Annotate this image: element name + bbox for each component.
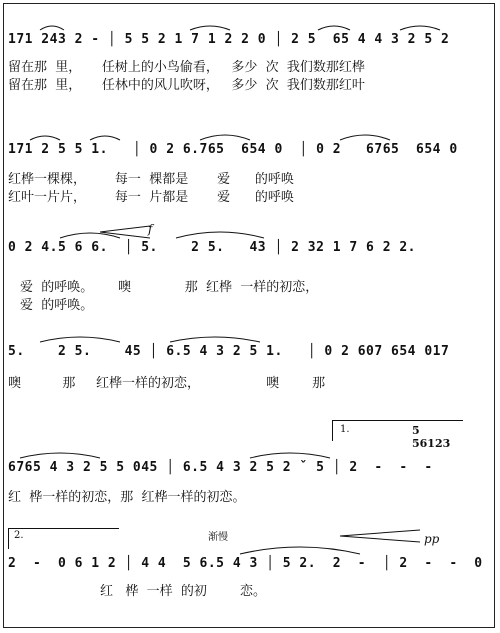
line5-lyric1: 红 桦一样的初恋，那 红桦一样的初恋。 [8,490,246,505]
line1-lyric2: 留在那 里， 任林中的风儿吹呀， 多少 次 我们数那红叶 [8,78,365,93]
line1-lyric1: 留在那 里， 任树上的小鸟偷看， 多少 次 我们数那红桦 [8,60,365,75]
line3-notes: 0 2 4.5 6 6. │ 5. 2 5. 43 │ 2 32 1 7 6 2 2. [8,240,417,255]
slur [250,453,330,458]
line2-notes: 171 2 5 5 1. │ 0 2 6.765 654 0 │ 0 2 6765 654 0 [8,142,458,157]
slur [40,26,64,30]
line3-lyric2: 爱 的呼唤。 [20,298,94,313]
line5-notes: 6765 4 3 2 5 5 045 │ 6.5 4 3 2 5 2 ˇ 5 │ 2 - - - [8,460,433,475]
slur [318,26,350,30]
line6-notes: 2 - 0 6 1 2 │ 4 4 5 6.5 4 3 │ 5 2. 2 - │ 2 - - 0 [8,556,483,571]
tail-notes: 5 56123 [412,424,451,450]
decrescendo [340,536,420,542]
slur [176,232,264,238]
slur [40,337,120,342]
slur [200,135,250,140]
slur [20,453,100,458]
line2-lyric2: 红叶一片片， 每一 片都是 爱 的呼唤 [8,190,294,205]
dynamic-pp: pp [424,532,440,546]
ending-2-mark: 2. [14,530,24,541]
line4-notes: 5. 2 5. 45 │ 6.5 4 3 2 5 1. │ 0 2 607 654 017 [8,344,450,359]
crescendo [100,226,150,232]
decrescendo [340,530,420,536]
slur [30,136,60,140]
slur [170,337,260,342]
line6-lyric1: 红 桦 一样 的初 恋。 [100,584,266,599]
slur [190,26,230,30]
line3-lyric1: 爱 的呼唤。 噢 那 红桦 一样的初恋， [20,280,319,295]
slur [340,135,390,140]
slur [400,26,440,30]
slur [240,547,360,554]
ending-1-mark: 1. [340,424,350,435]
line2-lyric1: 红桦一棵棵， 每一 棵都是 爱 的呼唤 [8,172,294,187]
slur [90,136,120,140]
dynamic-f: f [148,222,153,236]
tempo-mark: 渐慢 [208,532,228,543]
line1-notes: 171 243 2 - │ 5 5 2 1 7 1 2 2 0 │ 2 5 65 4 4 3 2 5 2 [8,32,450,47]
line4-lyric1: 噢 那 红桦一样的初恋， 噢 那 [8,376,326,391]
